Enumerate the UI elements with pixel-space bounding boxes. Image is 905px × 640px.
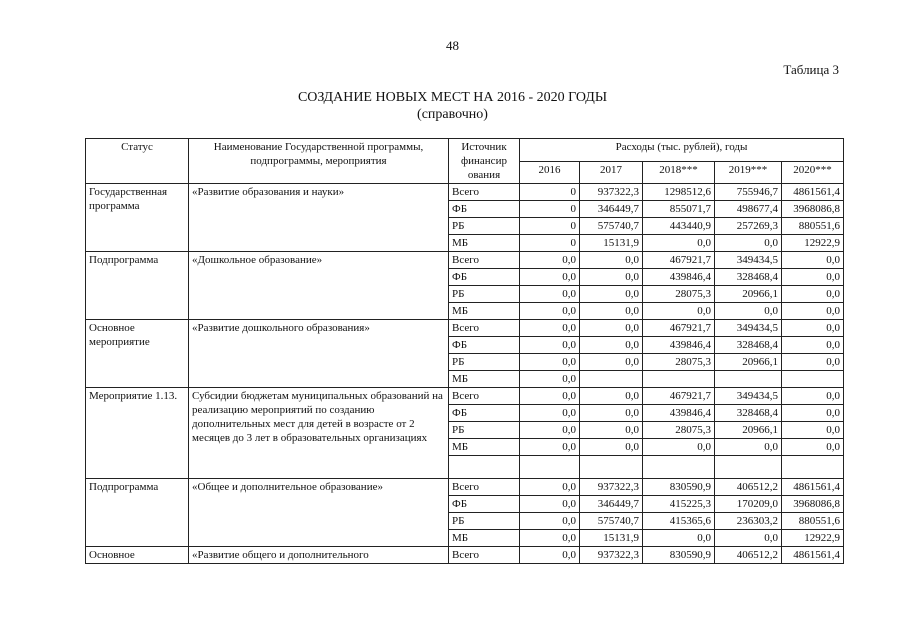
empty-cell	[643, 456, 715, 479]
table-row	[86, 184, 844, 201]
header-year: 2016	[520, 161, 580, 184]
value-cell: 0,0	[643, 235, 715, 252]
value-cell: 0,0	[715, 439, 782, 456]
status-cell: Мероприятие 1.13.	[86, 388, 189, 479]
source-cell: РБ	[449, 218, 520, 235]
value-cell: 0,0	[782, 354, 844, 371]
source-cell: Всего	[449, 320, 520, 337]
value-cell: 755946,7	[715, 184, 782, 201]
table-row	[86, 252, 844, 269]
source-cell: МБ	[449, 235, 520, 252]
title-line-2: (справочно)	[417, 107, 488, 122]
value-cell: 328468,4	[715, 337, 782, 354]
status-cell: Основное	[86, 547, 189, 564]
value-cell: 0,0	[580, 388, 643, 405]
value-cell: 3968086,8	[782, 496, 844, 513]
value-cell: 467921,7	[643, 388, 715, 405]
status-cell: Подпрограмма	[86, 252, 189, 320]
value-cell: 0,0	[520, 530, 580, 547]
value-cell: 0	[520, 235, 580, 252]
value-cell: 415225,3	[643, 496, 715, 513]
value-cell: 830590,9	[643, 547, 715, 564]
program-name-cell: «Развитие общего и дополнительного	[189, 547, 449, 564]
value-cell: 0	[520, 201, 580, 218]
empty-cell	[782, 456, 844, 479]
value-cell: 830590,9	[643, 479, 715, 496]
source-cell: ФБ	[449, 269, 520, 286]
value-cell: 257269,3	[715, 218, 782, 235]
source-cell: МБ	[449, 303, 520, 320]
value-cell: 439846,4	[643, 337, 715, 354]
value-cell: 328468,4	[715, 405, 782, 422]
value-cell	[580, 371, 643, 388]
expenses-table	[85, 138, 844, 564]
value-cell: 346449,7	[580, 201, 643, 218]
value-cell: 0,0	[520, 269, 580, 286]
value-cell: 4861561,4	[782, 184, 844, 201]
value-cell: 937322,3	[580, 547, 643, 564]
value-cell: 0,0	[520, 286, 580, 303]
header-name: Наименование Государственной программы, подпрограммы, мероприятия	[189, 139, 449, 184]
value-cell: 406512,2	[715, 547, 782, 564]
source-cell: Всего	[449, 252, 520, 269]
table-row	[86, 479, 844, 496]
value-cell	[715, 371, 782, 388]
program-name-cell: «Развитие дошкольного образования»	[189, 320, 449, 388]
value-cell: 415365,6	[643, 513, 715, 530]
value-cell: 0,0	[643, 303, 715, 320]
value-cell: 439846,4	[643, 269, 715, 286]
value-cell: 349434,5	[715, 252, 782, 269]
value-cell: 0,0	[520, 371, 580, 388]
source-cell: ФБ	[449, 201, 520, 218]
value-cell: 880551,6	[782, 513, 844, 530]
value-cell: 467921,7	[643, 320, 715, 337]
table-body	[86, 184, 844, 564]
source-cell: МБ	[449, 530, 520, 547]
value-cell: 443440,9	[643, 218, 715, 235]
value-cell: 0,0	[580, 422, 643, 439]
value-cell: 0,0	[643, 439, 715, 456]
value-cell: 0,0	[520, 388, 580, 405]
value-cell: 20966,1	[715, 354, 782, 371]
value-cell: 15131,9	[580, 235, 643, 252]
value-cell: 28075,3	[643, 354, 715, 371]
table-header	[86, 139, 844, 184]
value-cell: 0,0	[782, 252, 844, 269]
value-cell: 0,0	[520, 422, 580, 439]
value-cell: 0,0	[782, 286, 844, 303]
header-year: 2019***	[715, 161, 782, 184]
source-cell: ФБ	[449, 496, 520, 513]
header-source: Источник финансир ования	[449, 139, 520, 184]
value-cell: 0	[520, 184, 580, 201]
value-cell: 880551,6	[782, 218, 844, 235]
value-cell: 0,0	[643, 530, 715, 547]
header-status: Статус	[86, 139, 189, 184]
header-year: 2017	[580, 161, 643, 184]
title-line-1: СОЗДАНИЕ НОВЫХ МЕСТ НА 2016 - 2020 ГОДЫ	[297, 90, 608, 105]
value-cell: 0,0	[782, 439, 844, 456]
value-cell: 406512,2	[715, 479, 782, 496]
value-cell: 0,0	[782, 337, 844, 354]
program-name-cell: «Общее и дополнительное образование»	[189, 479, 449, 547]
value-cell: 0,0	[782, 303, 844, 320]
value-cell: 0,0	[580, 269, 643, 286]
value-cell: 4861561,4	[782, 479, 844, 496]
table-row	[86, 320, 844, 337]
value-cell: 0,0	[520, 405, 580, 422]
value-cell	[643, 371, 715, 388]
value-cell: 0,0	[715, 235, 782, 252]
value-cell: 937322,3	[580, 479, 643, 496]
value-cell: 0,0	[520, 303, 580, 320]
value-cell: 170209,0	[715, 496, 782, 513]
source-cell: РБ	[449, 286, 520, 303]
value-cell: 0,0	[782, 422, 844, 439]
header-year: 2018***	[643, 161, 715, 184]
value-cell: 349434,5	[715, 388, 782, 405]
value-cell: 0,0	[782, 320, 844, 337]
value-cell: 0,0	[580, 320, 643, 337]
value-cell: 575740,7	[580, 513, 643, 530]
document-title	[0, 89, 905, 123]
source-cell: МБ	[449, 439, 520, 456]
value-cell: 0,0	[520, 252, 580, 269]
value-cell: 28075,3	[643, 422, 715, 439]
value-cell: 575740,7	[580, 218, 643, 235]
program-name-cell: Субсидии бюджетам муниципальных образований на реализацию мероприятий по созданию дополнительных мест для детей в возрасте от 2 месяцев до 3 лет в образовательных организациях	[189, 388, 449, 479]
empty-cell	[449, 456, 520, 479]
value-cell: 15131,9	[580, 530, 643, 547]
value-cell: 0,0	[580, 354, 643, 371]
value-cell: 12922,9	[782, 235, 844, 252]
program-name-cell: «Дошкольное образование»	[189, 252, 449, 320]
source-cell: Всего	[449, 184, 520, 201]
value-cell: 0,0	[520, 337, 580, 354]
value-cell: 467921,7	[643, 252, 715, 269]
value-cell: 0,0	[520, 496, 580, 513]
source-cell: РБ	[449, 422, 520, 439]
value-cell: 0,0	[580, 337, 643, 354]
empty-cell	[580, 456, 643, 479]
value-cell: 0,0	[782, 388, 844, 405]
table-row	[86, 388, 844, 405]
value-cell: 3968086,8	[782, 201, 844, 218]
value-cell: 12922,9	[782, 530, 844, 547]
value-cell: 28075,3	[643, 286, 715, 303]
value-cell: 0,0	[715, 303, 782, 320]
value-cell: 0,0	[520, 354, 580, 371]
program-name-cell: «Развитие образования и науки»	[189, 184, 449, 252]
value-cell: 0,0	[520, 320, 580, 337]
value-cell: 20966,1	[715, 422, 782, 439]
value-cell: 346449,7	[580, 496, 643, 513]
value-cell: 328468,4	[715, 269, 782, 286]
value-cell: 0,0	[580, 252, 643, 269]
status-cell: Основное мероприятие	[86, 320, 189, 388]
source-cell: Всего	[449, 479, 520, 496]
value-cell: 0,0	[520, 479, 580, 496]
value-cell: 855071,7	[643, 201, 715, 218]
value-cell: 0,0	[782, 269, 844, 286]
value-cell: 236303,2	[715, 513, 782, 530]
empty-cell	[715, 456, 782, 479]
source-cell: МБ	[449, 371, 520, 388]
value-cell: 0,0	[580, 439, 643, 456]
source-cell: Всего	[449, 388, 520, 405]
value-cell: 349434,5	[715, 320, 782, 337]
value-cell: 937322,3	[580, 184, 643, 201]
value-cell: 0,0	[715, 530, 782, 547]
value-cell: 0,0	[520, 513, 580, 530]
source-cell: РБ	[449, 513, 520, 530]
source-cell: ФБ	[449, 337, 520, 354]
status-cell: Государственная программа	[86, 184, 189, 252]
value-cell	[782, 371, 844, 388]
value-cell: 0,0	[580, 303, 643, 320]
value-cell: 0,0	[580, 405, 643, 422]
header-expenses: Расходы (тыс. рублей), годы	[520, 139, 844, 162]
table-label: Таблица 3	[783, 62, 839, 77]
value-cell: 0	[520, 218, 580, 235]
empty-cell	[520, 456, 580, 479]
value-cell: 0,0	[520, 547, 580, 564]
source-cell: РБ	[449, 354, 520, 371]
value-cell: 1298512,6	[643, 184, 715, 201]
table-row	[86, 547, 844, 564]
source-cell: ФБ	[449, 405, 520, 422]
header-year: 2020***	[782, 161, 844, 184]
value-cell: 0,0	[580, 286, 643, 303]
value-cell: 498677,4	[715, 201, 782, 218]
value-cell: 439846,4	[643, 405, 715, 422]
value-cell: 0,0	[782, 405, 844, 422]
status-cell: Подпрограмма	[86, 479, 189, 547]
page-number: 48	[446, 38, 459, 53]
value-cell: 0,0	[520, 439, 580, 456]
value-cell: 20966,1	[715, 286, 782, 303]
value-cell: 4861561,4	[782, 547, 844, 564]
source-cell: Всего	[449, 547, 520, 564]
